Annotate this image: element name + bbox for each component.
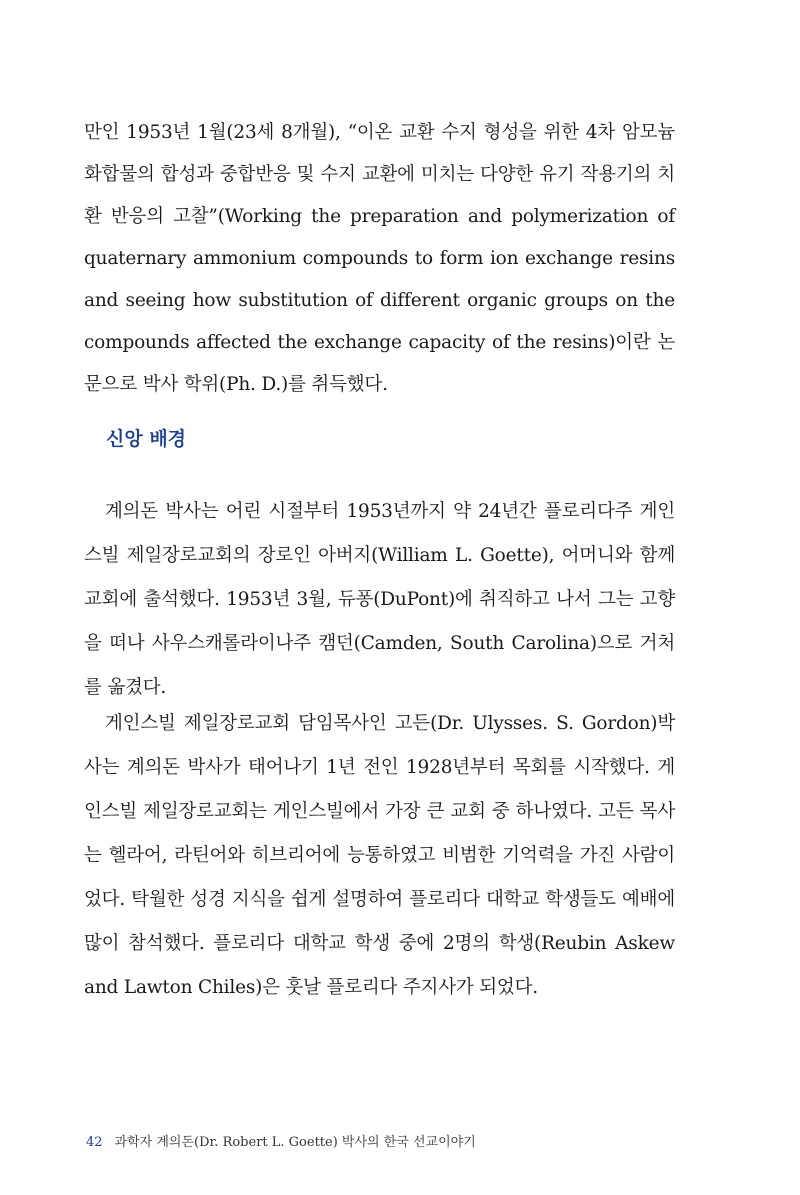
paragraph-dissertation: 만인 1953년 1월(23세 8개월), “이온 교환 수지 형성을 위한 4차 암모늄 화합물의 합성과 중합반응 및 수지 교환에 미치는 다양한 유기 작용기의 치환 반응의 고찰”(Working the preparation and polymerization of quaternary ammonium compounds to form ion exchange resins and seeing how substitution of different organic groups on the compounds affected the exchange capacity of the resins)이란 논문으로 박사 학위(Ph. D.)를 취득했다. xyxy=(84,122,675,395)
paragraph-faith-background: 계의돈 박사는 어린 시절부터 1953년까지 약 24년간 플로리다주 게인스빌 제일장로교회의 장로인 아버지(William L. Goette), 어머니와 함께 교회에 출석했다. 1953년 3월, 듀퐁(DuPont)에 취직하고 나서 그는 고향을 떠나 사우스캐롤라이나주 캠던(Camden, South Carolina)으로 거처를 옮겼다. xyxy=(84,501,675,698)
section-heading: 신앙 배경 xyxy=(106,428,187,450)
page-footer xyxy=(86,1131,476,1150)
running-title: 과학자 계의돈(Dr. Robert L. Goette) 박사의 한국 선교이야기 xyxy=(114,1135,476,1150)
page-number: 42 xyxy=(86,1135,103,1150)
paragraph-pastor-gordon: 게인스빌 제일장로교회 담임목사인 고든(Dr. Ulysses. S. Gordon)박사는 계의돈 박사가 태어나기 1년 전인 1928년부터 목회를 시작했다. 게인스빌 제일장로교회는 게인스빌에서 가장 큰 교회 중 하나였다. 고든 목사는 헬라어, 라틴어와 히브리어에 능통하였고 비범한 기억력을 가진 사람이었다. 탁월한 성경 지식을 쉽게 설명하여 플로리다 대학교 학생들도 예배에 많이 참석했다. 플로리다 대학교 학생 중에 2명의 학생(Reubin Askew and Lawton Chiles)은 훗날 플로리다 주지사가 되었다. xyxy=(84,713,675,998)
